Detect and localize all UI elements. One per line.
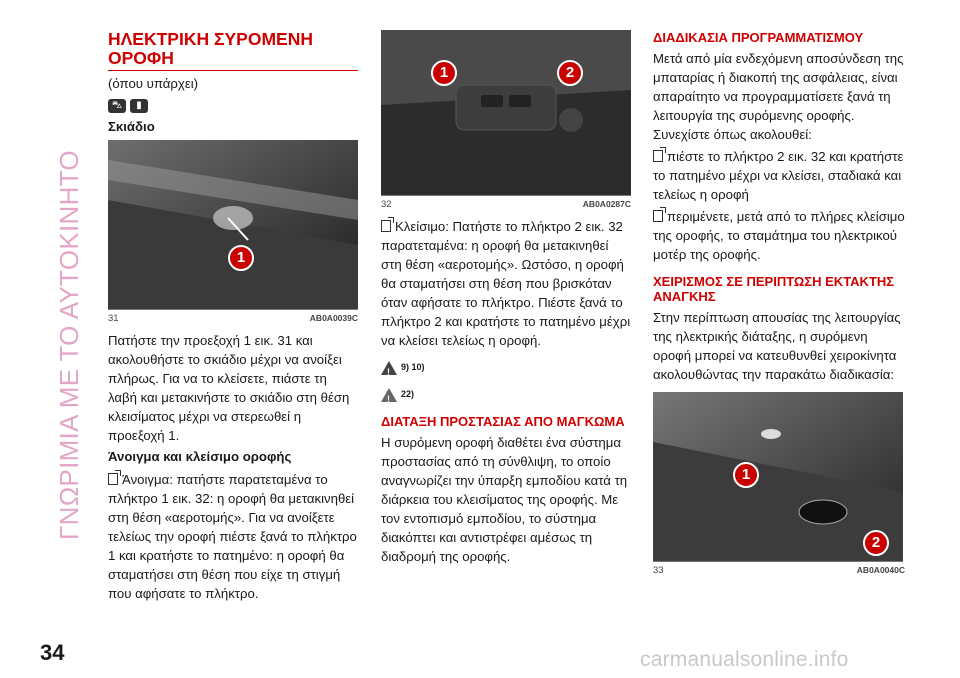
paragraph-sunshade: Πατήστε την προεξοχή 1 εικ. 31 και ακολουθήστε το σκιάδιο μέχρι να ανοίξει πλήρως. Για να το κλείσετε, πιάστε τη λαβή και μετακινήστε το σκιάδιο στη θέση κλεισίματος μέχρι να στερεωθεί η προεξοχή 1. <box>108 333 350 443</box>
bullet-icon <box>381 220 391 232</box>
caution-numbers: 22) <box>401 389 415 399</box>
section-heading-programming: ΔΙΑΔΙΚΑΣΙΑ ΠΡΟΓΡΑΜΜΑΤΙΣΜΟΥ <box>653 30 864 45</box>
figure-code: AB0A0040C <box>856 565 905 575</box>
callout-1: 1 <box>733 462 759 488</box>
step-1-text: πιέστε το πλήκτρο 2 εικ. 32 και κρατήστε το πατημένο μέχρι να κλείσει, σταδιακά και τελείως η οροφή <box>653 149 904 202</box>
door-icon: ▮ <box>130 99 148 113</box>
paragraph-anti-pinch: Η συρόμενη οροφή διαθέτει ένα σύστημα προστασίας από τη σύνθλιψη, το οποίο αναγνωρίζει την ύπαρξη εμποδίου κατά τη διάρκεια του κλεισίματος της οροφής. Με τον εντοπισμό εμποδίου, το σύστημα διακόπτει και αντιστρέφει αμέσως τη διαδρομή της οροφής. <box>381 435 628 564</box>
subsection-sunshade: Σκιάδιο <box>108 119 155 134</box>
step-1 <box>653 147 905 204</box>
bullet-icon <box>108 473 118 485</box>
paragraph-closing <box>381 217 631 350</box>
warning-ref-2 <box>381 385 631 404</box>
figure-code: AB0A0039C <box>309 313 358 323</box>
caution-icon <box>381 388 397 402</box>
page-number: 34 <box>40 640 65 665</box>
watermark: carmanualsonline.info <box>640 648 849 671</box>
bullet-icon <box>653 150 663 162</box>
callout-2: 2 <box>863 530 889 556</box>
roof-control-illustration <box>381 30 631 196</box>
sunshade-illustration <box>108 140 358 310</box>
paragraph-emergency: Στην περίπτωση απουσίας της λειτουργίας της ηλεκτρικής διάταξης, η συρόμενη οροφή μπορεί να κατευθυνθεί χειροκίνητα ακολουθώντας την παρακάτω διαδικασία: <box>653 310 901 382</box>
section-heading-emergency: ΧΕΙΡΙΣΜΟΣ ΣΕ ΠΕΡΙΠΤΩΣΗ ΕΚΤΑΚΤΗΣ ΑΝΑΓΚΗΣ <box>653 274 895 304</box>
column-3 <box>653 30 905 583</box>
paragraph-programming: Μετά από μία ενδεχόμενη αποσύνδεση της μπαταρίας ή διακοπή της ασφάλειας, είναι απαραίτητο να προγραμματίσετε ξανά τη λειτουργία της συρόμενης οροφής. Συνεχίστε όπως ακολουθεί: <box>653 51 904 142</box>
figure-32 <box>381 30 631 196</box>
paragraph-opening-text: Άνοιγμα: πατήστε παρατεταμένα το πλήκτρο 1 εικ. 32: η οροφή θα μετακινηθεί στη θέση «αεροτομής». Για να ανοίξετε τελείως την οροφή πιέστε ξανά το πλήκτρο 1 και κρατήστε το πατημένο: η οροφή θα σταματήσει στη θέση που είχε τη στιγμή που αφήσατε το πλήκτρο. <box>108 472 357 601</box>
figure-caption <box>653 564 905 577</box>
bullet-icon <box>653 210 663 222</box>
warning-numbers: 9) 10) <box>401 362 425 372</box>
callout-2: 2 <box>557 60 583 86</box>
figure-code: AB0A0287C <box>582 199 631 209</box>
subheading-open-close: Άνοιγμα και κλείσιμο οροφής <box>108 449 292 464</box>
figure-caption <box>108 312 358 325</box>
side-chapter-title: ΓΝΩΡΙΜΙΑ ΜΕ ΤΟ ΑΥΤΟΚΙΝΗΤΟ <box>54 150 84 540</box>
figure-number: 31 <box>108 313 119 324</box>
figure-33 <box>653 392 903 562</box>
paragraph-closing-text: Κλείσιμο: Πατήστε το πλήκτρο 2 εικ. 32 παρατεταμένα: η οροφή θα μετακινηθεί στη θέση «αεροτομής». Ωστόσο, η οροφή θα σταματήσει στη θέση που βρισκόταν όταν αφήσατε το πλήκτρο. Πιέστε ξανά το πλήκτρο 2 και κρατήστε το πατημένο μέχρι να κλείσει τελείως η οροφή. <box>381 219 631 348</box>
column-2 <box>381 30 631 566</box>
step-2 <box>653 207 905 264</box>
warning-icon <box>381 361 397 375</box>
section-heading-sunroof: ΗΛΕΚΤΡΙΚΗ ΣΥΡΟΜΕΝΗ ΟΡΟΦΗ <box>108 30 358 71</box>
icon-row <box>108 99 358 113</box>
callout-1: 1 <box>431 60 457 86</box>
section-heading-anti-pinch: ΔΙΑΤΑΞΗ ΠΡΟΣΤΑΣΙΑΣ ΑΠΟ ΜΑΓΚΩΜΑ <box>381 414 625 429</box>
figure-31 <box>108 140 358 310</box>
availability-note: (όπου υπάρχει) <box>108 76 199 91</box>
paragraph-opening <box>108 470 358 603</box>
figure-number: 32 <box>381 199 392 210</box>
figure-caption <box>381 198 631 211</box>
callout-1: 1 <box>228 245 254 271</box>
step-2-text: περιμένετε, μετά από το πλήρες κλείσιμο της οροφής, το σταμάτημα του ηλεκτρικού μοτέρ της οροφής. <box>653 209 905 262</box>
figure-number: 33 <box>653 565 664 576</box>
car-icon: ⛍ <box>108 99 126 113</box>
column-1 <box>108 30 358 603</box>
warning-ref-1 <box>381 358 631 377</box>
